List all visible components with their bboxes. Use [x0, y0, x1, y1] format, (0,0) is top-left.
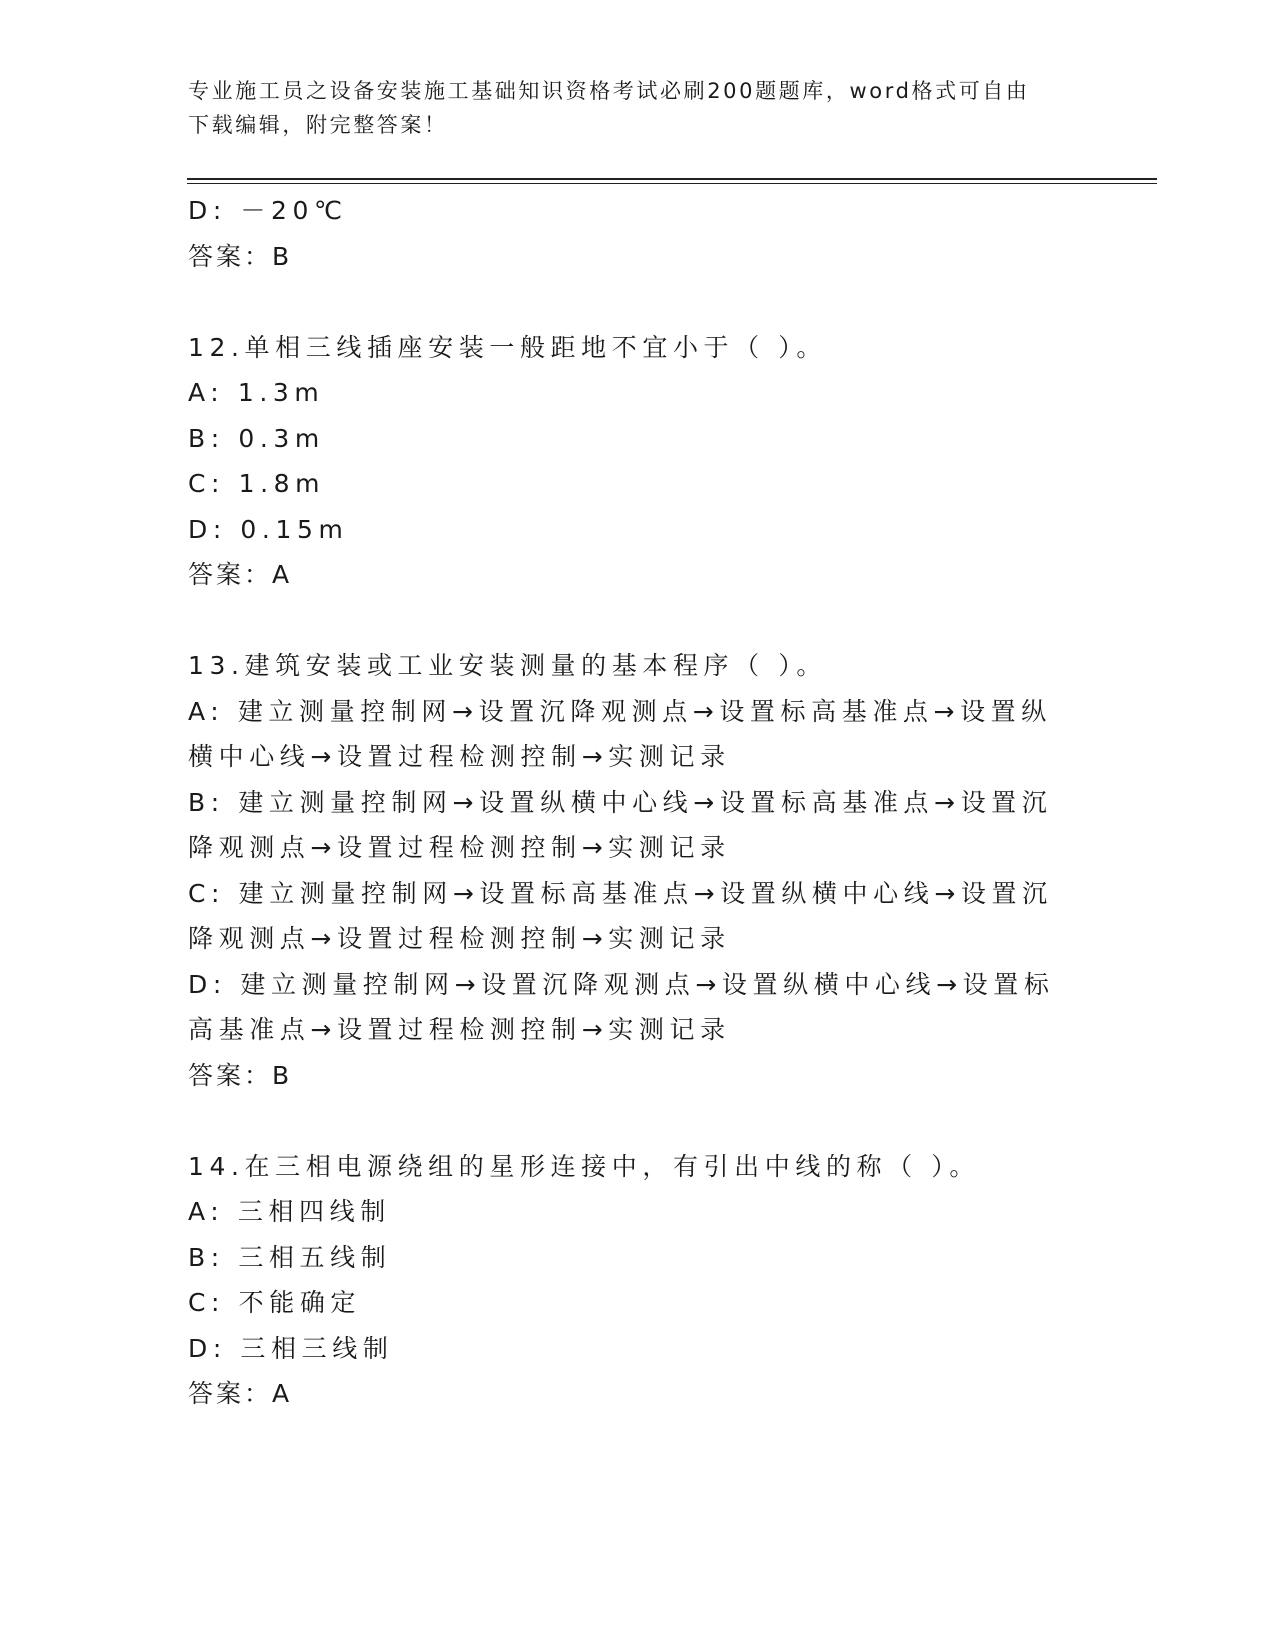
- spacer: [188, 598, 1078, 644]
- option-d: D: －20℃: [188, 196, 348, 225]
- option-c: C: 不能确定: [188, 1288, 362, 1317]
- option-c: C: 建立测量控制网→设置标高基准点→设置纵横中心线→设置沉降观测点→设置过程检测控制→实测记录: [188, 878, 1053, 953]
- option-b: B: 0.3m: [188, 423, 325, 453]
- option-c: C: 1.8m: [188, 469, 326, 498]
- header-title-line-1: 专业施工员之设备安装施工基础知识资格考试必刷200题题库，word格式可自由: [188, 79, 1030, 103]
- answer-line: 答案：A: [188, 1379, 293, 1408]
- question-stem: 13.建筑安装或工业安装测量的基本程序（ ）。: [188, 651, 828, 680]
- question-stem: 14.在三相电源绕组的星形连接中，有引出中线的称（ ）。: [188, 1151, 981, 1181]
- header-divider-thin: [187, 183, 1157, 184]
- header-divider-thick: [187, 178, 1157, 180]
- option-b: B: 三相五线制: [188, 1242, 392, 1272]
- answer-line: 答案：B: [188, 241, 293, 271]
- question-block-12: [188, 325, 1078, 598]
- option-b: B: 建立测量控制网→设置纵横中心线→设置标高基准点→设置沉降观测点→设置过程检测控制→实测记录: [188, 787, 1053, 862]
- question-block-13: [188, 643, 1078, 1098]
- option-a: A: 建立测量控制网→设置沉降观测点→设置标高基准点→设置纵横中心线→设置过程检测控制→实测记录: [188, 696, 1052, 771]
- question-block-11: [188, 188, 1078, 279]
- option-d: D: 三相三线制: [188, 1333, 394, 1363]
- question-stem: 12.单相三线插座安装一般距地不宜小于（ ）。: [188, 332, 828, 362]
- question-block-14: [188, 1144, 1078, 1417]
- answer-line: 答案：A: [188, 560, 293, 589]
- document-header: [188, 74, 1068, 142]
- option-a: A: 1.3m: [188, 378, 325, 407]
- spacer: [188, 279, 1078, 325]
- option-a: A: 三相四线制: [188, 1197, 391, 1226]
- option-d: D: 建立测量控制网→设置沉降观测点→设置纵横中心线→设置标高基准点→设置过程检测控制→实测记录: [188, 969, 1055, 1044]
- answer-line: 答案：B: [188, 1060, 293, 1090]
- header-title-line-2: 下载编辑，附完整答案！: [188, 113, 448, 137]
- option-d: D: 0.15m: [188, 514, 349, 544]
- question-list: [188, 188, 1078, 1417]
- spacer: [188, 1098, 1078, 1144]
